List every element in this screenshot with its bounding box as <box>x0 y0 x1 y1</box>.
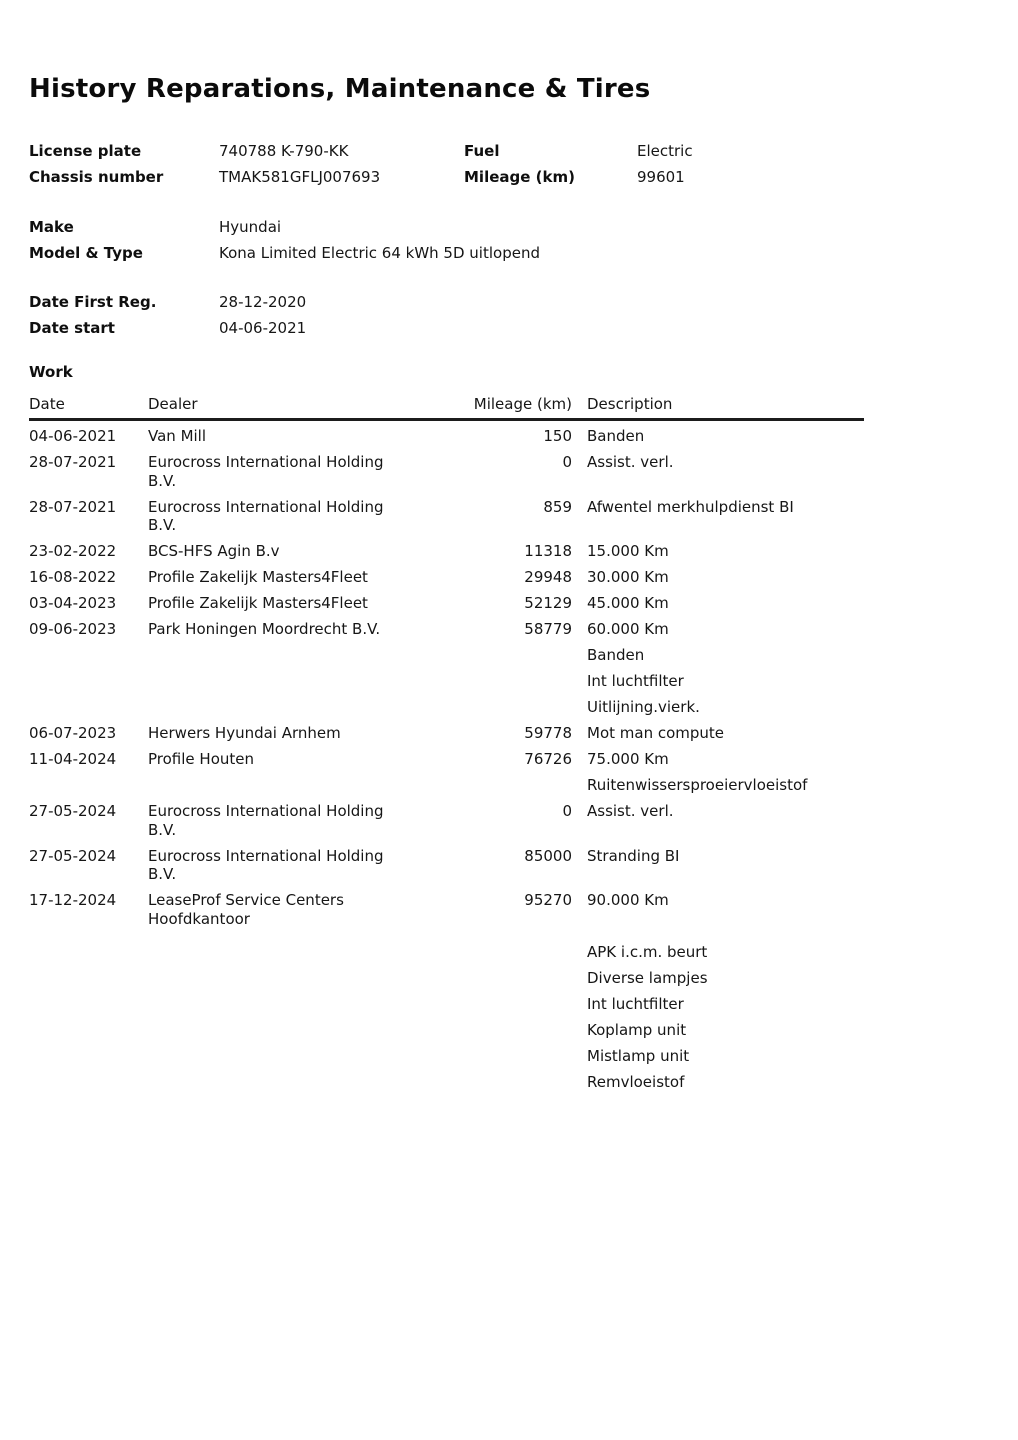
work-row-mileage: 76726 <box>524 750 572 768</box>
work-row <box>29 750 864 795</box>
description-line: Int luchtfilter <box>587 672 684 690</box>
description-line: Ruitenwissersproeiervloeistof <box>587 776 808 794</box>
work-row-dealer: Eurocross International Holding B.V. <box>148 497 384 534</box>
work-row-description <box>587 594 864 613</box>
work-row-date: 03-04-2023 <box>29 594 117 612</box>
work-row-dealer: Park Honingen Moordrecht B.V. <box>148 620 381 638</box>
description-line: Int luchtfilter <box>587 995 684 1013</box>
work-table-body <box>29 427 864 1092</box>
description-line: 75.000 Km <box>587 750 669 768</box>
work-row-mileage: 85000 <box>524 846 572 865</box>
mileage-label: Mileage (km) <box>464 168 575 186</box>
work-row-date: 11-04-2024 <box>29 750 117 768</box>
make-label: Make <box>29 218 74 236</box>
description-line: Koplamp unit <box>587 1021 687 1039</box>
work-row-mileage: 59778 <box>524 724 572 742</box>
work-row-description <box>587 453 864 472</box>
work-row-dealer: Profile Zakelijk Masters4Fleet <box>148 594 368 612</box>
description-line: 90.000 Km <box>587 891 669 909</box>
dates-info-section <box>29 289 864 341</box>
work-row-dealer: Eurocross International Holding B.V. <box>148 802 384 839</box>
work-row-date: 23-02-2022 <box>29 542 117 560</box>
description-line: Mistlamp unit <box>587 1047 690 1065</box>
work-row-dealer: Eurocross International Holding B.V. <box>148 453 384 490</box>
description-line: 60.000 Km <box>587 620 669 638</box>
work-row <box>29 498 864 535</box>
work-row-date: 17-12-2024 <box>29 891 117 909</box>
chassis-number-value: TMAK581GFLJ007693 <box>219 168 381 186</box>
description-line: Banden <box>587 427 645 445</box>
date-start-label: Date start <box>29 319 115 337</box>
work-row-mileage: 58779 <box>524 620 572 638</box>
work-row-mileage: 29948 <box>524 568 572 586</box>
work-row-description <box>587 542 864 561</box>
column-header-date: Date <box>29 395 65 413</box>
work-row-date: 27-05-2024 <box>29 802 117 820</box>
column-header-mileage: Mileage (km) <box>473 395 572 413</box>
work-row-description <box>587 427 864 446</box>
column-header-description: Description <box>587 395 673 413</box>
description-line: Remvloeistof <box>587 1073 685 1091</box>
model-type-label: Model & Type <box>29 244 143 262</box>
work-row-mileage: 52129 <box>524 594 572 612</box>
header-divider <box>29 418 864 421</box>
work-row-dealer: Herwers Hyundai Arnhem <box>148 724 341 742</box>
description-line: Banden <box>587 646 645 664</box>
work-section <box>29 359 864 1092</box>
description-line: Diverse lampjes <box>587 969 708 987</box>
work-row-mileage: 859 <box>543 497 572 516</box>
date-first-reg-value: 28-12-2020 <box>219 293 307 311</box>
work-row-mileage: 150 <box>543 427 572 445</box>
description-line: 45.000 Km <box>587 594 669 612</box>
work-row-dealer: BCS-HFS Agin B.v <box>148 542 280 560</box>
date-start-value: 04-06-2021 <box>219 319 307 337</box>
work-row-description <box>587 847 864 866</box>
description-line: Stranding BI <box>587 846 680 865</box>
work-row <box>29 594 864 613</box>
work-row <box>29 724 864 743</box>
work-row-description <box>587 568 864 587</box>
work-row <box>29 891 864 1092</box>
work-row-description <box>587 802 864 821</box>
identity-info-section <box>29 138 864 190</box>
description-line: Assist. verl. <box>587 453 674 471</box>
description-line <box>587 917 864 936</box>
license-plate-value: 740788 K-790-KK <box>219 142 349 160</box>
work-row-date: 28-07-2021 <box>29 497 117 516</box>
work-row-dealer: Profile Houten <box>148 750 254 768</box>
fuel-value: Electric <box>637 142 693 160</box>
work-row-date: 27-05-2024 <box>29 846 117 865</box>
description-line: Assist. verl. <box>587 802 674 820</box>
work-row <box>29 453 864 490</box>
description-line: Afwentel merkhulpdienst BI <box>587 497 794 516</box>
work-row-date: 04-06-2021 <box>29 427 117 445</box>
work-row-dealer: LeaseProf Service Centers Hoofdkantoor <box>148 891 344 928</box>
work-row-dealer: Van Mill <box>148 427 207 445</box>
work-row-description <box>587 724 864 743</box>
work-row-description <box>587 750 864 795</box>
work-row-mileage: 0 <box>562 802 572 820</box>
description-line: Mot man compute <box>587 724 725 742</box>
model-type-value: Kona Limited Electric 64 kWh 5D uitlopend <box>219 244 540 262</box>
work-row-mileage: 11318 <box>524 542 572 560</box>
work-row-description <box>587 620 864 717</box>
work-row <box>29 568 864 587</box>
work-row-description <box>587 498 864 517</box>
work-row <box>29 427 864 446</box>
description-line: 30.000 Km <box>587 568 669 586</box>
work-row <box>29 802 864 839</box>
description-line: APK i.c.m. beurt <box>587 943 708 961</box>
work-row-mileage: 0 <box>562 453 572 471</box>
work-row-dealer: Eurocross International Holding B.V. <box>148 846 384 883</box>
date-first-reg-label: Date First Reg. <box>29 293 157 311</box>
page-title: History Reparations, Maintenance & Tires <box>29 74 651 104</box>
license-plate-label: License plate <box>29 142 142 160</box>
make-value: Hyundai <box>219 218 282 236</box>
fuel-label: Fuel <box>464 142 500 160</box>
vehicle-info-section <box>29 214 864 266</box>
work-row-date: 28-07-2021 <box>29 453 117 471</box>
work-row-date: 09-06-2023 <box>29 620 117 638</box>
work-row-date: 06-07-2023 <box>29 724 117 742</box>
chassis-number-label: Chassis number <box>29 168 164 186</box>
work-section-title: Work <box>29 363 73 381</box>
work-table-header <box>29 391 864 417</box>
work-row-mileage: 95270 <box>524 891 572 909</box>
work-row <box>29 542 864 561</box>
description-line: 15.000 Km <box>587 542 669 560</box>
work-row <box>29 620 864 717</box>
work-row-date: 16-08-2022 <box>29 568 117 586</box>
work-table <box>29 391 864 1092</box>
mileage-value: 99601 <box>637 168 685 186</box>
work-row-dealer: Profile Zakelijk Masters4Fleet <box>148 568 368 586</box>
work-row-description <box>587 891 864 1092</box>
column-header-dealer: Dealer <box>148 395 198 413</box>
work-row <box>29 847 864 884</box>
description-line: Uitlijning.vierk. <box>587 698 700 716</box>
